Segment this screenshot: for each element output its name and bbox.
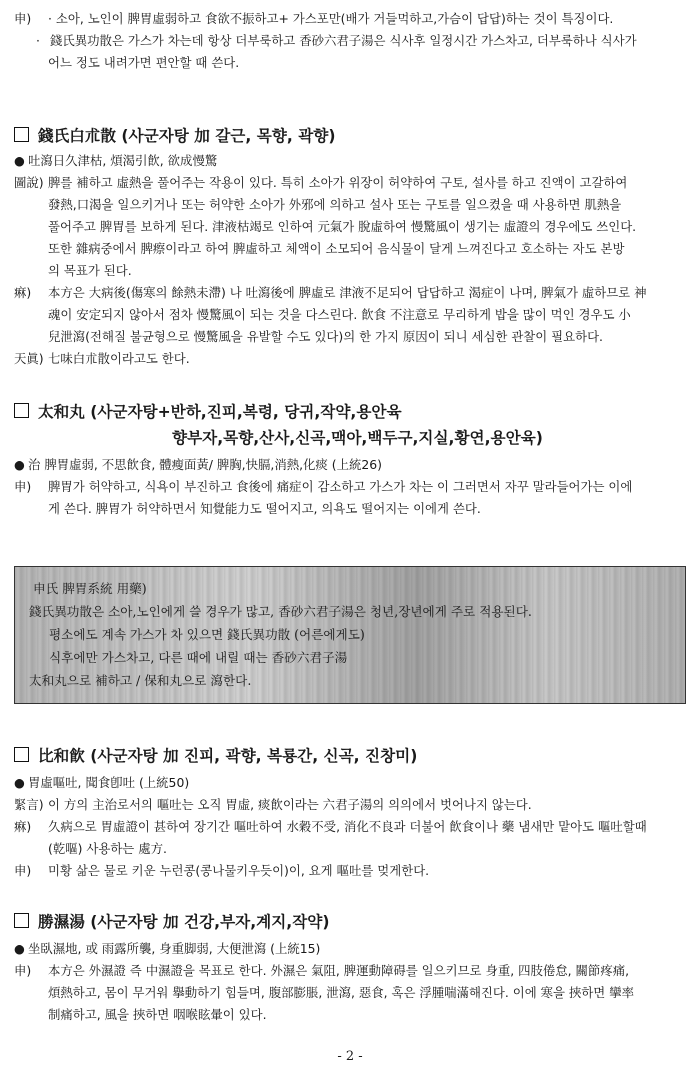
section-1-p1-line: 脾를 補하고 虛熱을 풀어주는 작용이 있다. 특히 소아가 위장이 허약하여 구토, 설사를 하고 진액이 고갈하여 <box>48 175 628 190</box>
section-1-heading <box>14 124 335 148</box>
section-4-p1-line: 煩熱하고, 몸이 무거워 擧動하기 힘들며, 腹部膨脹, 泄瀉, 惡食, 혹은 浮腫喘滿해진다. 이에 寒을 挾하면 攣率 <box>48 985 634 1000</box>
section-1-p2-line: 兒泄瀉(전해질 불균형으로 慢驚風을 유발할 수도 있다)의 한 가지 原因이 되니 세심한 관찰이 필요하다. <box>48 329 603 344</box>
note-line: 太和丸으로 補하고 / 保和丸으로 瀉한다. <box>29 673 252 688</box>
section-1-p1-line: 또한 雜病중에서 脾瘵이라고 하여 脾虛하고 체액이 소모되어 음식물이 달게 느껴진다고 호소하는 자도 본방 <box>48 241 625 256</box>
section-4-body <box>14 938 690 1026</box>
note-line: 식후에만 가스차고, 다른 때에 내릴 때는 香砂六君子湯 <box>49 650 348 665</box>
section-3-p2-prefix: 痳) <box>14 819 32 834</box>
section-4-title: 勝濕湯 (사군자탕 加 건강,부자,계지,작약) <box>38 913 330 931</box>
intro-line-2: 錢氏異功散은 가스가 차는데 항상 더부룩하고 香砂六君子湯은 식사후 일정시간 가스차고, 더부룩하나 식사가 <box>50 33 637 48</box>
intro-line-3: 어느 정도 내려가면 편안할 때 쓴다. <box>48 55 240 70</box>
section-1-p2-prefix: 痳) <box>14 285 32 300</box>
note-line: 평소에도 계속 가스가 차 있으면 錢氏異功散 (어른에게도) <box>49 627 365 642</box>
section-1-p2-line: 魂이 安定되지 않아서 점차 慢驚風이 되는 것을 다스린다. 飮食 不注意로 무리하게 밥을 많이 먹인 경우도 小 <box>48 307 631 322</box>
section-2-body <box>14 454 690 520</box>
section-3-p2-line: (乾嘔) 사용하는 處方. <box>48 841 167 856</box>
checkbox-square-icon <box>14 747 29 762</box>
section-1-p1-line: 풀어주고 脾胃를 보하게 된다. 津液枯竭로 인하여 元氣가 脫虛하여 慢驚風이 생기는 虛證의 경우에도 쓰인다. <box>48 219 637 234</box>
section-1-body <box>14 150 690 370</box>
section-1-p2-line: 本方은 大病後(傷寒의 餘熱未滯) 나 吐瀉後에 脾虛로 津液不足되어 답답하고 渴症이 나며, 脾氣가 虛하므로 神 <box>48 285 647 300</box>
section-1-p1-prefix: 圖說) <box>14 175 44 190</box>
bullet-dot-icon: ● <box>14 457 25 472</box>
section-2-heading <box>14 400 402 424</box>
page-number: - 2 - <box>337 1049 363 1064</box>
section-2-p1-line: 脾胃가 허약하고, 식욕이 부진하고 食後에 痛症이 감소하고 가스가 차는 이 그러면서 자꾸 말라들어가는 이에 <box>48 479 633 494</box>
note-heading: 申氏 脾胃系統 用藥) <box>33 581 147 596</box>
section-3-body <box>14 772 690 882</box>
checkbox-square-icon <box>14 127 29 142</box>
section-4-p1-prefix: 申) <box>14 963 32 978</box>
section-3-indications: 胃虛嘔吐, 聞食卽吐 (上統50) <box>28 775 190 790</box>
checkbox-square-icon <box>14 403 29 418</box>
section-1-p1-line: 發熱,口渴을 일으키거나 또는 허약한 소아가 外邪에 의하고 설사 또는 구토를 일으켰을 때 사용하면 肌熱을 <box>48 197 622 212</box>
section-4-indications: 坐臥濕地, 或 雨露所襲, 身重脚弱, 大便泄瀉 (上統15) <box>28 941 321 956</box>
section-4-p1-line: 本方은 外濕證 즉 中濕證을 목표로 한다. 外濕은 氣阻, 脾運動障碍를 일으키므로 身重, 四肢倦怠, 關節疼痛, <box>48 963 630 978</box>
intro-line-1: · 소아, 노인이 脾胃虛弱하고 食欲不振하고+ 가스포만(배가 거들먹하고,가슴이 답답)하는 것이 특징이다. <box>48 11 614 26</box>
section-2-title: 太和丸 (사군자탕+반하,진피,복령, 당귀,작약,용안육 <box>38 403 402 421</box>
section-3-p3-prefix: 申) <box>14 863 32 878</box>
section-1-p1-line: 의 목표가 된다. <box>48 263 132 278</box>
intro-bullet: · <box>36 33 40 48</box>
note-box <box>14 566 686 704</box>
section-1-indications: 吐瀉日久津枯, 煩渴引飮, 欲成慢驚 <box>28 153 218 168</box>
section-3-heading <box>14 744 417 768</box>
section-1-p3-text: 七味白朮散이라고도 한다. <box>48 351 190 366</box>
section-2-p1-prefix: 申) <box>14 479 32 494</box>
section-4-heading <box>14 910 329 934</box>
section-4-p1-line: 制痛하고, 風을 挾하면 咽喉眩暈이 있다. <box>48 1007 267 1022</box>
intro-block <box>14 8 690 74</box>
checkbox-square-icon <box>14 913 29 928</box>
section-3-p2-line: 久病으로 胃虛證이 甚하여 장기간 嘔吐하여 水穀不受, 消化不良과 더불어 飮食이나 藥 냄새만 맡아도 嘔吐할때 <box>48 819 647 834</box>
section-3-p1-prefix: 緊言) <box>14 797 44 812</box>
section-1-p3-prefix: 天眞) <box>14 351 44 366</box>
note-line: 錢氏異功散은 소아,노인에게 쓸 경우가 많고, 香砂六君子湯은 청년,장년에게 주로 적용된다. <box>29 604 532 619</box>
bullet-dot-icon: ● <box>14 941 25 956</box>
section-3-title: 比和飮 (사군자탕 加 진피, 곽향, 복룡간, 신곡, 진창미) <box>38 747 418 765</box>
section-3-p3-text: 미황 삶은 물로 키운 누런콩(콩나물키우듯이)이, 요게 嘔吐를 멎게한다. <box>48 863 430 878</box>
section-2-indications: 治 脾胃虛弱, 不思飮食, 體瘦面黃/ 脾胸,快膈,消熱,化痰 (上統26) <box>28 457 382 472</box>
section-3-p1-text: 이 方의 主治로서의 嘔吐는 오직 胃虛, 痰飮이라는 六君子湯의 의의에서 벗어나지 않는다. <box>48 797 532 812</box>
bullet-dot-icon: ● <box>14 775 25 790</box>
bullet-dot-icon: ● <box>14 153 25 168</box>
intro-prefix: 申) <box>14 11 32 26</box>
section-2-p1-line: 게 쓴다. 脾胃가 허약하면서 知覺能力도 떨어지고, 의욕도 떨어지는 이에게 쓴다. <box>48 501 481 516</box>
section-1-title: 錢氏白朮散 (사군자탕 加 갈근, 목향, 곽향) <box>38 127 336 145</box>
section-2-title-continued: 향부자,목향,산사,신곡,맥아,백두구,지실,황연,용안육) <box>172 429 543 447</box>
